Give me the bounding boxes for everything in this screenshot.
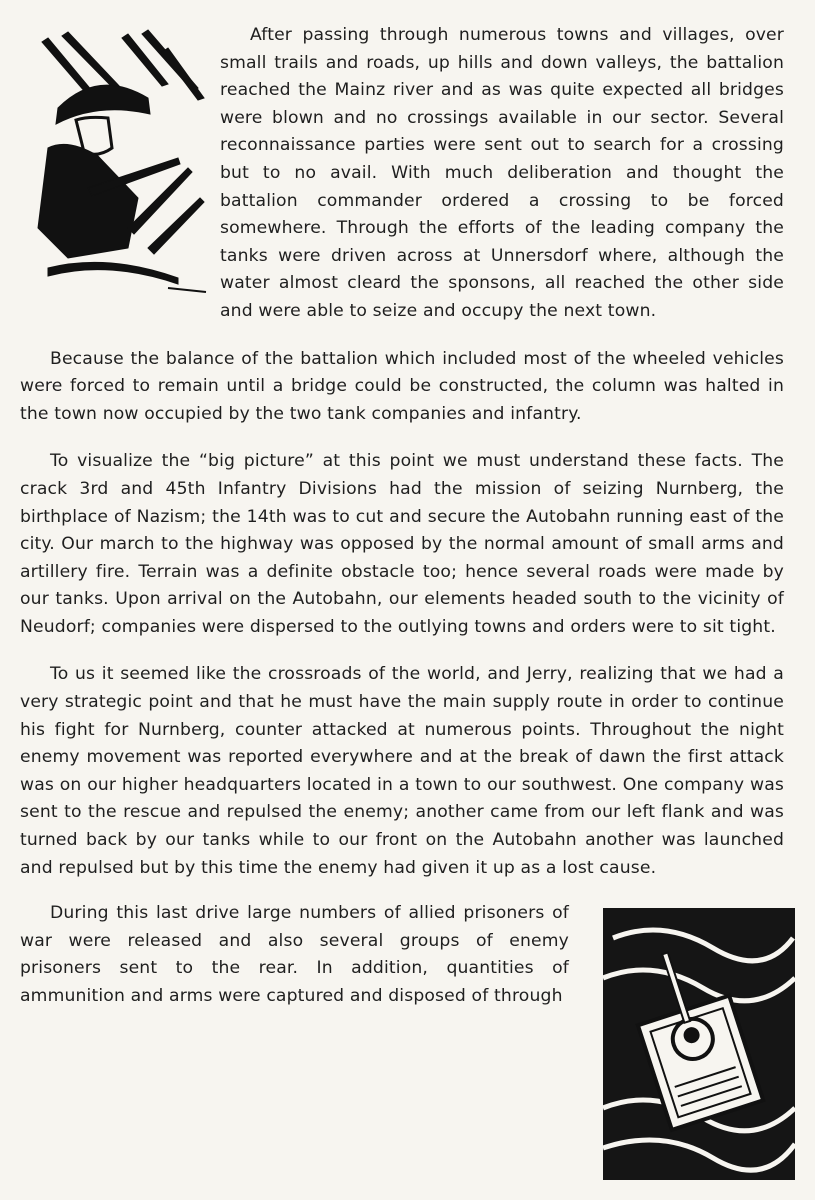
paragraph-2: Because the balance of the battalion which included most of the wheeled vehicles were forced to remain until a bridge could be constructed, the column was halted in the town now occupied by the two tank companies and infantry. xyxy=(20,348,784,424)
soldier-illustration xyxy=(28,28,208,308)
tank-illustration xyxy=(603,908,795,1180)
paragraph-1: After passing through numerous towns and villages, over small trails and roads, up hills and down valleys, the battalion reached the Mainz river and as was quite expected all bridges were blown and no crossings available in our sector. Several reconnaissance parties were sent out to search for a crossing but to no avail. With much deliberation and thought the battalion commander ordered a crossing to be forced somewhere. Through the efforts of the leading company the tanks were driven across at Unnersdorf where, although the water almost cleard the sponsons, all reached the other side and were able to seize and occupy the next town. xyxy=(220,25,784,321)
paragraph-5: During this last drive large numbers of allied prisoners of war were released and also several groups of enemy prisoners sent to the rear. In addition, quantities of ammunition and arms were captured and disposed of through xyxy=(20,903,569,1006)
paragraph-4: To us it seemed like the crossroads of the world, and Jerry, realizing that we had a very strategic point and that he must have the main supply route in order to continue his fight for Nurnberg, counter attacked at numerous points. Throughout the night enemy movement was reported everywhere and at the break of dawn the first attack was on our higher headquarters located in a town to our southwest. One company was sent to the rescue and repulsed the enemy; another came from our left flank and was turned back by our tanks while to our front on the Autobahn another was launched and repulsed but by this time the enemy had given it up as a lost cause. xyxy=(20,664,784,878)
paragraph-3: To visualize the “big picture” at this point we must understand these facts. The crack 3rd and 45th Infantry Divisions had the mission of seizing Nurnberg, the birthplace of Nazism; the 14th was to cut and secure the Autobahn running east of the city. Our march to the highway was opposed by the normal amount of small arms and artillery fire. Terrain was a definite obstacle too; hence several roads were made by our tanks. Upon arrival on the Autobahn, our elements headed south to the vicinity of Neudorf; companies were dispersed to the outlying towns and orders were to sit tight. xyxy=(20,451,784,637)
